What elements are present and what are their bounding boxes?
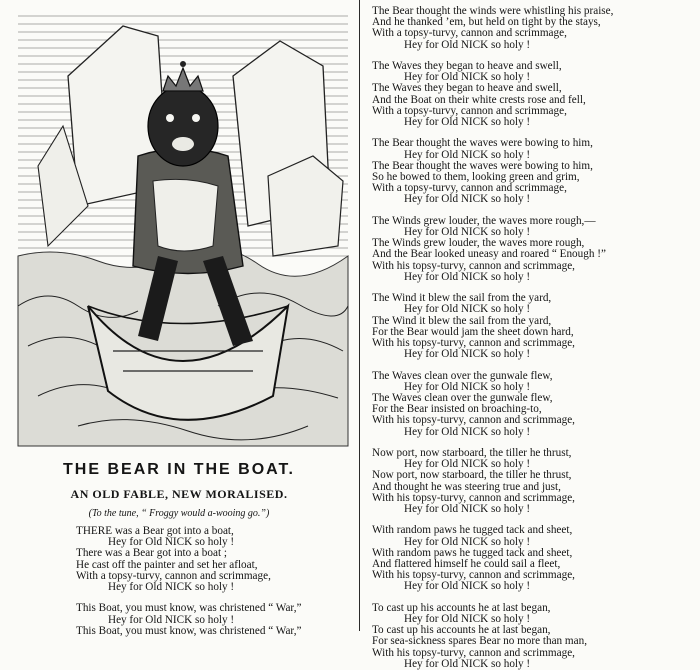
stanza <box>372 293 694 360</box>
refrain-line: Hey for Old NICK so holy ! <box>108 536 235 549</box>
refrain-line: Hey for Old NICK so holy ! <box>404 348 531 361</box>
stanza <box>372 61 694 128</box>
verse-line: The Waves they began to heave and swell, <box>372 82 562 95</box>
verse-line: And he thanked ’em, but held on tight by the stays, <box>372 16 601 29</box>
verse-line: To cast up his accounts he at last began, <box>372 624 551 637</box>
verse-line: With his topsy-turvy, cannon and scrimmage, <box>372 337 575 350</box>
verse-line: With a topsy-turvy, cannon and scrimmage, <box>372 104 567 117</box>
verse-line: With a topsy-turvy, cannon and scrimmage, <box>372 182 567 195</box>
verse-line: Now port, now starboard, the tiller he thrust, <box>372 469 572 482</box>
bear-in-boat-engraving <box>18 6 348 446</box>
verse-line: And the Bear looked uneasy and roared “ Enough !” <box>372 248 606 261</box>
verse-line: With a topsy-turvy, cannon and scrimmage, <box>76 569 271 582</box>
stanza <box>372 525 694 592</box>
refrain-line: Hey for Old NICK so holy ! <box>404 535 531 548</box>
stanza <box>372 6 694 51</box>
refrain-line: Hey for Old NICK so holy ! <box>404 657 531 670</box>
verse-line: And flattered himself he could sail a fleet, <box>372 558 561 571</box>
verse-line: Now port, now starboard, the tiller he thrust, <box>372 447 572 460</box>
verse-line: With his topsy-turvy, cannon and scrimmage, <box>372 491 575 504</box>
refrain-line: Hey for Old NICK so holy ! <box>404 380 531 393</box>
refrain-line: Hey for Old NICK so holy ! <box>108 613 235 626</box>
stanza <box>76 526 356 593</box>
column-divider <box>359 0 360 631</box>
refrain-line: Hey for Old NICK so holy ! <box>404 580 531 593</box>
verse-line: There was a Bear got into a boat ; <box>76 547 227 560</box>
verse-line: With random paws he tugged tack and sheet, <box>372 524 573 537</box>
refrain-line: Hey for Old NICK so holy ! <box>404 425 531 438</box>
left-column <box>0 0 358 637</box>
refrain-line: Hey for Old NICK so holy ! <box>404 116 531 129</box>
verse-line: For the Bear insisted on broaching-to, <box>372 403 542 416</box>
refrain-line: Hey for Old NICK so holy ! <box>404 226 531 239</box>
refrain-line: Hey for Old NICK so holy ! <box>404 458 531 471</box>
refrain-line: Hey for Old NICK so holy ! <box>404 38 531 51</box>
verse-line: So he bowed to them, looking green and grim, <box>372 171 580 184</box>
verse-line: With random paws he tugged tack and sheet, <box>372 546 573 559</box>
refrain-line: Hey for Old NICK so holy ! <box>404 303 531 316</box>
verse-line: The Wind it blew the sail from the yard, <box>372 292 552 305</box>
stanza <box>372 448 694 515</box>
verse-line: With his topsy-turvy, cannon and scrimmage, <box>372 414 575 427</box>
refrain-line: Hey for Old NICK so holy ! <box>404 71 531 84</box>
verse-line: With a topsy-turvy, cannon and scrimmage, <box>372 27 567 40</box>
verse-line: To cast up his accounts he at last began, <box>372 601 551 614</box>
verse-line: The Waves they began to heave and swell, <box>372 60 562 72</box>
verse-line: The Winds grew louder, the waves more rough, <box>372 237 585 250</box>
refrain-line: Hey for Old NICK so holy ! <box>404 503 531 516</box>
verse-line: For the Bear would jam the sheet down hard, <box>372 325 574 338</box>
verse-line: This Boat, you must know, was christened “ War,” <box>76 624 302 637</box>
stanza <box>76 603 356 637</box>
verse-line: The Winds grew louder, the waves more rough,— <box>372 214 596 227</box>
stanza <box>372 216 694 283</box>
refrain-line: Hey for Old NICK so holy ! <box>404 193 531 206</box>
verse-line: The Waves clean over the gunwale flew, <box>372 392 553 405</box>
verse-line: With his topsy-turvy, cannon and scrimmage, <box>372 259 575 272</box>
verse-line: The Bear thought the winds were whistling his praise, <box>372 5 614 17</box>
right-column <box>372 5 694 670</box>
tune-note: (To the tune, “ Froggy would a-wooing go.”) <box>88 508 270 519</box>
refrain-line: Hey for Old NICK so holy ! <box>404 613 531 626</box>
verse-line: With his topsy-turvy, cannon and scrimmage, <box>372 646 575 659</box>
verse-line: And the Boat on their white crests rose and fell, <box>372 93 586 106</box>
left-verses <box>76 526 356 647</box>
verse-line: The Wind it blew the sail from the yard, <box>372 314 552 327</box>
verse-line: With his topsy-turvy, cannon and scrimmage, <box>372 569 575 582</box>
verse-line: THERE was a Bear got into a boat, <box>76 525 234 537</box>
verse-line: He cast off the painter and set her afloat, <box>76 558 258 571</box>
stanza <box>372 603 694 670</box>
verse-line: The Bear thought the waves were bowing to him, <box>372 159 593 172</box>
refrain-line: Hey for Old NICK so holy ! <box>404 270 531 283</box>
verse-line: And thought he was steering true and just, <box>372 480 561 493</box>
stanza <box>372 371 694 438</box>
verse-line: The Bear thought the waves were bowing to him, <box>372 137 593 150</box>
verse-line: This Boat, you must know, was christened “ War,” <box>76 602 302 615</box>
stanza <box>372 138 694 205</box>
article-title: THE BEAR IN THE BOAT. <box>63 461 295 478</box>
refrain-line: Hey for Old NICK so holy ! <box>404 148 531 161</box>
verse-line: The Waves clean over the gunwale flew, <box>372 369 553 382</box>
verse-line: For sea-sickness spares Bear no more than man, <box>372 635 587 648</box>
article-subtitle: AN OLD FABLE, NEW MORALISED. <box>70 487 288 501</box>
refrain-line: Hey for Old NICK so holy ! <box>108 581 235 594</box>
